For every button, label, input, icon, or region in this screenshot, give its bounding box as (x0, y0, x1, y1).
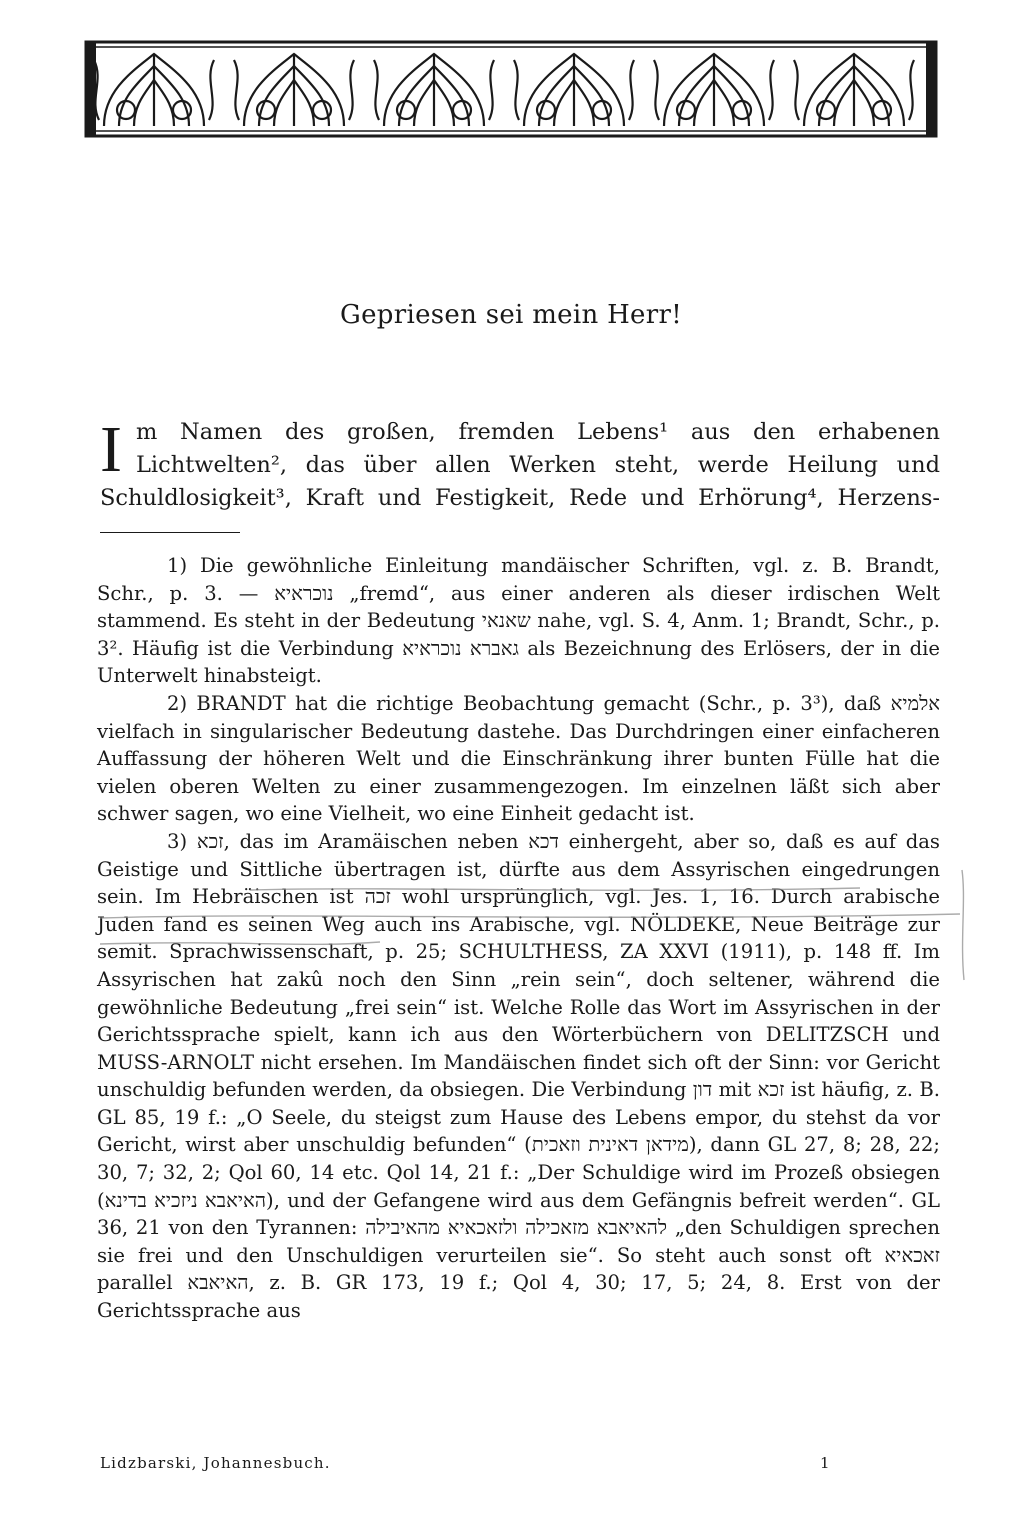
floral-ornament-icon (84, 40, 938, 138)
footnote-divider (100, 532, 240, 533)
main-text: m Namen des großen, fremden Lebens¹ aus den erhabenen Lichtwelten², das über allen Werken steht, werde Heilung und Schuldlosigkeit³, Kraft und Festigkeit, Rede und Erhörung⁴, Herzens- (100, 419, 940, 511)
footnote-3: 3) זכא, das im Aramäischen neben דכא einhergeht, aber so, daß es auf das Geistige und Sittliche übertragen ist, dürfte aus dem Assyrischen eingedrungen sein. Im Hebräischen ist זכה wohl ursprünglich, vgl. Jes. 1, 16. Durch arabische Juden fand es seinen Weg auch ins Arabische, vgl. NÖLDEKE, Neue Beiträge zur semit. Sprachwissenschaft, p. 25; SCHULTHESS, ZA XXVI (1911), p. 148 ff. Im Assyrischen hat zakû noch den Sinn „rein sein“, doch seltener, während die gewöhnliche Bedeutung „frei sein“ ist. Welche Rolle das Wort im Assyrischen in der Gerichtssprache spielt, kann ich aus den Wörterbüchern von DELITZSCH und MUSS-ARNOLT nicht ersehen. Im Mandäischen findet sich oft der Sinn: vor Gericht unschuldig befunden werden, da obsiegen. Die Verbindung דון mit זכא ist häufig, z. B. GL 85, 19 f.: „O Seele, du steigst zum Hause des Lebens empor, du stehst da vor Gericht, wirst aber unschuldig befunden“ (מידאן דאינית וזאכית), dann GL 27, 8; 28, 22; 30, 7; 32, 2; Qol 60, 14 etc. Qol 14, 21 f.: „Der Schuldige wird im Prozeß obsiegen (האיאבא ניזכיא בדינא), und der Gefangene wird aus dem Gefängnis befreit werden“. GL 36, 21 von den Tyrannen: להאיאבא מזאכילה ולזאכאיא מהאיבילה „den Schuldigen sprechen sie frei und den Unschuldigen verurteilen sie“. So steht auch sonst oft זאכאיא parallel האיאבא, z. B. GR 173, 19 f.; Qol 4, 30; 17, 5; 24, 8. Erst von der Gerichtssprache aus (97, 829, 941, 1323)
footnotes (97, 552, 940, 1325)
footer-source: Lidzbarski, Johannesbuch. (100, 1454, 331, 1472)
page-title: Gepriesen sei mein Herr! (340, 300, 682, 330)
drop-cap: I (100, 413, 122, 486)
main-paragraph (100, 413, 940, 515)
footnote-1: 1) Die gewöhnliche Einleitung mandäischer Schriften, vgl. z. B. Brandt, Schr., p. 3. — נוכראיא „fremd“, aus einer anderen als dieser irdischen Welt stammend. Es steht in der Bedeutung שאנאי nahe, vgl. S. 4, Anm. 1; Brandt, Schr., p. 3². Häufig ist die Verbindung גאברא נוכראיא als Bezeichnung des Erlösers, der in die Unterwelt hinabsteigt. (97, 554, 940, 688)
page-number: 1 (820, 1454, 830, 1472)
footnote-2: 2) BRANDT hat die richtige Beobachtung gemacht (Schr., p. 3³), daß אלמיא vielfach in singularischer Bedeutung dastehe. Das Durchdringen einer einfacheren Auffassung der höheren Welt und die Einschränkung ihrer bunten Fülle hat die vielen oberen Welten zu einer zusammengezogen. Im einzelnen läßt sich aber schwer sagen, wo eine Vielheit, wo eine Einheit gedacht ist. (97, 691, 940, 826)
